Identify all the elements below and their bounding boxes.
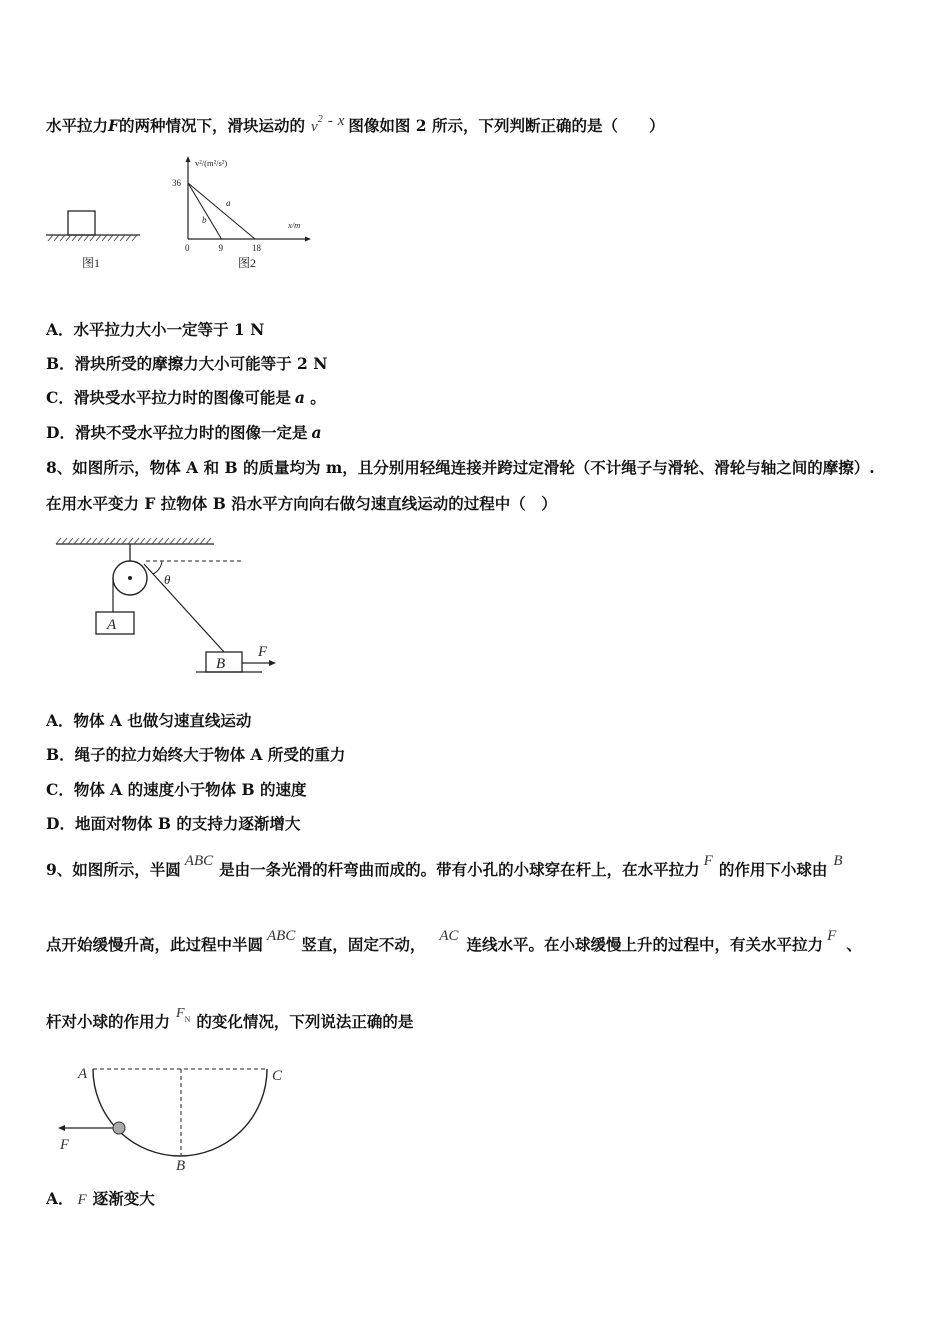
q9-force-arrowhead [58, 1125, 65, 1131]
q9-l2-text-c: 连线水平。在小球缓慢上升的过程中，有关水平拉力 [466, 935, 824, 954]
q9-l1-text-b: 是由一条光滑的杆弯曲而成的。带有小孔的小球穿在杆上，在水平拉力 [219, 860, 700, 879]
q7-graph-x-tick-9: 9 [218, 243, 223, 253]
q7-option-d-letter: D． [46, 423, 75, 442]
q8-option-d-letter: D． [46, 814, 75, 833]
q7-option-d-var: a [311, 423, 322, 442]
q9-label-C: C [272, 1068, 283, 1084]
q9-l1-F: F [703, 853, 713, 869]
q8-option-d [46, 814, 300, 834]
q9-stem-line-1 [46, 853, 843, 881]
q8-stem-line-1: 8、如图所示，物体 A 和 B 的质量均为 m，且分别用轻绳连接并跨过定滑轮（不计绳子与滑轮、滑轮与轴之间的摩擦）. [46, 458, 875, 477]
q9-l2-ABC: ABC [267, 928, 296, 944]
q8-force-arrowhead [269, 660, 276, 666]
q7-graph-label-a: a [226, 198, 231, 208]
q7-option-c-var: a [294, 388, 305, 407]
q7-option-a [46, 320, 264, 340]
q9-ball [113, 1122, 125, 1134]
q7-formula-exp: 2 [317, 114, 323, 125]
q7-figure-2-graph [166, 155, 316, 255]
q7-graph-x-tick-18: 18 [251, 243, 261, 253]
q8-option-a-text: 物体 A 也做匀速直线运动 [73, 711, 252, 730]
q9-l3-FN: F [176, 1006, 185, 1021]
q7-option-d [46, 423, 322, 443]
q7-graph-y-arrow [186, 156, 191, 162]
q9-l2-text-d: 、 [846, 935, 862, 954]
q8-option-b-letter: B． [46, 745, 75, 764]
q9-l1-text-a: 9、如图所示，半圆 [46, 860, 181, 879]
q8-figure-pulley [50, 530, 290, 682]
q7-option-a-text: 水平拉力大小一定等于 1 N [73, 320, 265, 339]
q8-stem-line-2: 在用水平变力 F 拉物体 B 沿水平方向向右做匀速直线运动的过程中（ ） [46, 494, 557, 513]
q7-formula-dash: - [327, 113, 333, 129]
q7-option-b-text: 滑块所受的摩擦力大小可能等于 2 N [74, 354, 328, 373]
q8-option-c-letter: C． [46, 780, 74, 799]
q7-option-a-letter: A． [46, 320, 74, 339]
q7-fig2-caption: 图2 [238, 256, 257, 270]
q9-l2-AC: AC [439, 928, 459, 944]
q7-option-c [46, 388, 326, 408]
q7-option-c-letter: C． [46, 388, 74, 407]
q8-angle-theta: θ [164, 572, 171, 587]
q7-fig1-block [68, 211, 95, 235]
q9-l1-text-c: 的作用下小球由 [718, 860, 828, 879]
q9-option-a [46, 1189, 155, 1210]
q7-graph-line-b [188, 183, 221, 239]
q7-formula-v: v [311, 119, 318, 135]
q7-stem-text-2: 的两种情况下，滑块运动的 [119, 116, 306, 135]
q8-option-b-text: 绳子的拉力始终大于物体 A 所受的重力 [74, 745, 346, 764]
q7-option-c-text: 滑块受水平拉力时的图像可能是 [73, 388, 291, 407]
q9-l1-ABC: ABC [184, 853, 214, 869]
q9-l3-FN-subscript: N [184, 1015, 191, 1024]
q8-option-b [46, 745, 345, 765]
q8-option-c [46, 780, 307, 800]
q9-option-a-F: F [77, 1192, 87, 1208]
q9-figure-semicircle [52, 1058, 302, 1178]
q8-option-d-text: 地面对物体 B 的支持力逐渐增大 [74, 814, 301, 833]
q8-angle-arc [153, 561, 162, 574]
q9-l2-F: F [827, 928, 837, 944]
q9-l2-text-b: 竖直，固定不动， [301, 935, 426, 954]
q7-formula-x: x [337, 113, 345, 129]
q7-graph-label-b: b [202, 215, 207, 225]
q8-rope-to-B [144, 564, 224, 652]
q9-label-B: B [176, 1158, 186, 1174]
q7-graph-y-label: v²/(m²/s²) [195, 158, 228, 168]
q7-graph-y-tick-36: 36 [172, 178, 181, 188]
q9-label-A: A [78, 1066, 88, 1082]
q9-stem-line-2 [46, 928, 862, 956]
q9-l3-text-b: 的变化情况，下列说法正确的是 [196, 1012, 414, 1031]
q9-l1-B: B [833, 853, 843, 869]
q8-pulley-axle [128, 576, 132, 580]
q7-option-b-letter: B． [46, 354, 75, 373]
q8-block-B-label: B [216, 656, 226, 672]
q8-block-A-label: A [107, 617, 117, 633]
q8-option-c-text: 物体 A 的速度小于物体 B 的速度 [73, 780, 307, 799]
q8-option-a [46, 711, 251, 731]
q8-ceiling-hatch [56, 538, 211, 544]
q7-graph-line-a [188, 183, 255, 239]
q7-option-b [46, 354, 327, 374]
q7-graph-x-tick-0: 0 [185, 243, 190, 253]
q9-stem-line-3 [46, 1006, 414, 1035]
q7-stem [46, 113, 665, 139]
q7-graph-x-arrow [305, 237, 311, 242]
q9-option-a-letter: A． [46, 1189, 74, 1208]
q9-label-F: F [60, 1137, 70, 1153]
q7-figure-1 [44, 204, 144, 244]
q7-stem-text-1: 水平拉力 [46, 116, 109, 135]
q7-stem-text-3: 图像如图 2 所示，下列判断正确的是（ ） [348, 116, 665, 135]
q7-fig1-caption: 图1 [82, 256, 101, 270]
q7-option-c-tail: 。 [304, 388, 326, 407]
q8-force-label-F: F [258, 644, 268, 660]
q9-l2-text-a: 点开始缓慢升高，此过程中半圆 [46, 935, 264, 954]
q8-option-a-letter: A． [46, 711, 74, 730]
q7-graph-x-label: x/m [288, 220, 301, 230]
q9-l3-text-a: 杆对小球的作用力 [46, 1012, 171, 1031]
q7-fig1-hatch [48, 235, 137, 241]
q7-stem-F: F [108, 116, 120, 135]
q9-option-a-text: 逐渐变大 [92, 1189, 155, 1208]
q9-semicircle-rod [93, 1069, 267, 1156]
q7-option-d-text: 滑块不受水平拉力时的图像一定是 [74, 423, 308, 442]
